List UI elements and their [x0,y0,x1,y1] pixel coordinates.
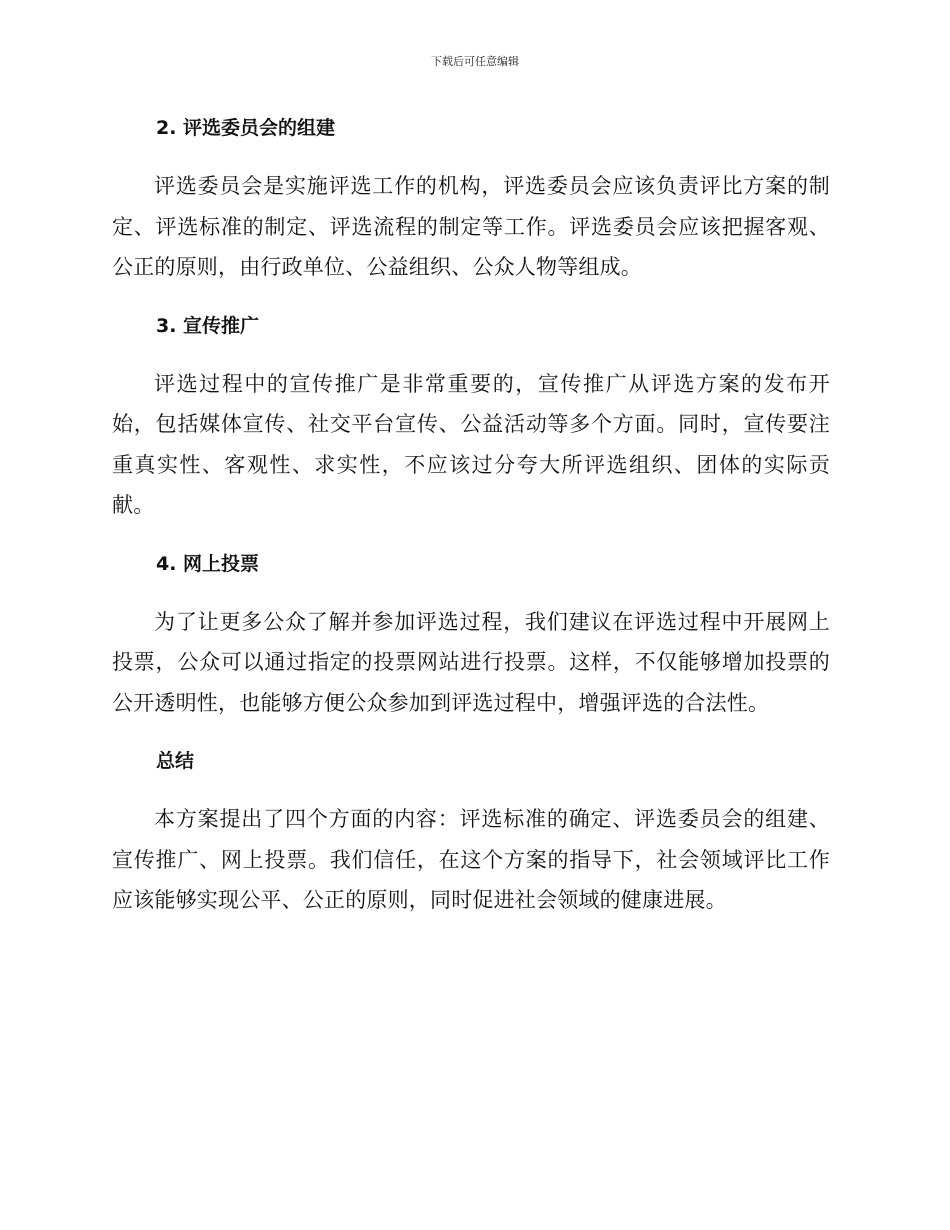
page-header-note: 下载后可任意编辑 [431,55,519,68]
section-heading-summary: 总结 [156,750,195,772]
section-paragraph-promotion: 评选过程中的宣传推广是非常重要的，宣传推广从评选方案的发布开始，包括媒体宣传、社交平台宣传、公益活动等多个方面。同时，宣传要注重真实性、客观性、求实性，不应该过分夸大所评选组织、团体的实际贡献。 [112,371,830,517]
section-paragraph-online-voting: 为了让更多公众了解并参加评选过程，我们建议在评选过程中开展网上投票，公众可以通过指定的投票网站进行投票。这样，不仅能够增加投票的公开透明性，也能够方便公众参加到评选过程中，增强评选的合法性。 [112,609,830,715]
section-heading-promotion: 3. 宣传推广 [156,314,260,337]
document-body [112,108,830,939]
section-paragraph-committee: 评选委员会是实施评选工作的机构，评选委员会应该负责评比方案的制定、评选标准的制定、评选流程的制定等工作。评选委员会应该把握客观、公正的原则，由行政单位、公益组织、公众人物等组成。 [112,174,830,279]
section-heading-committee: 2. 评选委员会的组建 [156,117,336,139]
section-heading-online-voting: 4. 网上投票 [156,552,260,575]
section-paragraph-summary: 本方案提出了四个方面的内容：评选标准的确定、评选委员会的组建、宣传推广、网上投票。我们信任，在这个方案的指导下，社会领域评比工作应该能够实现公平、公正的原则，同时促进社会领域的健康进展。 [112,807,830,912]
